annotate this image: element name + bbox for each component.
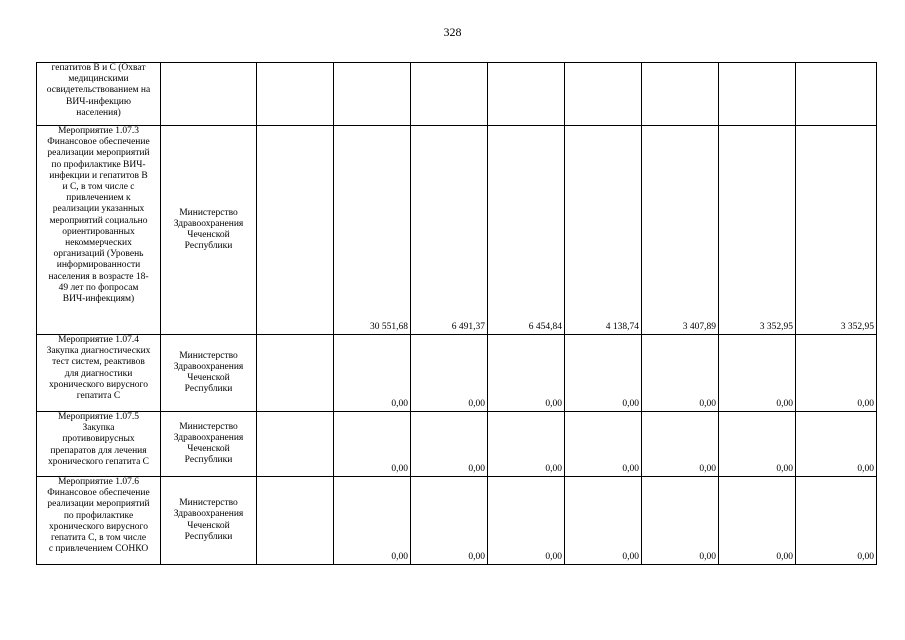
table-row — [37, 126, 877, 335]
measure-cell: Мероприятие 1.07.3 Финансовое обеспечение реализации мероприятий по профилактике ВИЧ- инфекции и гепатитов В и С, в том числе с привлечением к реализации указанных мероприятий социально ориентированных некоммерческих организаций (Уровень информированности населения в возрасте 18- 49 лет по фопросам ВИЧ-инфекциям) — [37, 126, 161, 335]
table-row — [37, 63, 877, 126]
measure-cell: Мероприятие 1.07.4 Закупка диагностических тест систем, реактивов для диагностики хронического вирусного гепатита С — [37, 335, 161, 412]
table-row — [37, 412, 877, 477]
value-cell: 0,00 — [411, 477, 488, 565]
value-cell: 4 138,74 — [565, 126, 642, 335]
value-cell — [796, 63, 877, 126]
organization-cell: Министерство Здравоохранения Чеченской Республики — [161, 412, 257, 477]
value-cell: 6 454,84 — [488, 126, 565, 335]
budget-table — [36, 62, 877, 565]
empty-cell — [257, 126, 334, 335]
value-cell: 0,00 — [411, 335, 488, 412]
value-cell: 3 407,89 — [642, 126, 719, 335]
value-cell: 0,00 — [334, 412, 411, 477]
value-cell: 3 352,95 — [796, 126, 877, 335]
value-cell: 0,00 — [796, 412, 877, 477]
empty-cell — [257, 477, 334, 565]
value-cell: 30 551,68 — [334, 126, 411, 335]
empty-cell — [257, 63, 334, 126]
value-cell: 0,00 — [488, 335, 565, 412]
value-cell: 3 352,95 — [719, 126, 796, 335]
value-cell: 0,00 — [642, 335, 719, 412]
value-cell: 0,00 — [796, 477, 877, 565]
table-row — [37, 335, 877, 412]
empty-cell — [257, 335, 334, 412]
measure-cell: гепатитов В и С (Охват медицинскими освидетельствованием на ВИЧ-инфекцию населения) — [37, 63, 161, 126]
organization-cell: Министерство Здравоохранения Чеченской Республики — [161, 335, 257, 412]
value-cell: 0,00 — [565, 477, 642, 565]
measure-cell: Мероприятие 1.07.5 Закупка противовирусных препаратов для лечения хронического гепатита С — [37, 412, 161, 477]
value-cell: 0,00 — [334, 477, 411, 565]
table-row — [37, 477, 877, 565]
value-cell: 0,00 — [642, 412, 719, 477]
value-cell — [565, 63, 642, 126]
organization-cell: Министерство Здравоохранения Чеченской Республики — [161, 477, 257, 565]
value-cell — [488, 63, 565, 126]
value-cell: 0,00 — [565, 335, 642, 412]
value-cell — [719, 63, 796, 126]
value-cell: 0,00 — [796, 335, 877, 412]
value-cell: 0,00 — [719, 335, 796, 412]
value-cell — [642, 63, 719, 126]
value-cell: 0,00 — [719, 477, 796, 565]
value-cell — [411, 63, 488, 126]
value-cell: 0,00 — [488, 412, 565, 477]
organization-cell: Министерство Здравоохранения Чеченской Республики — [161, 126, 257, 335]
empty-cell — [257, 412, 334, 477]
value-cell: 0,00 — [719, 412, 796, 477]
value-cell: 0,00 — [565, 412, 642, 477]
value-cell: 0,00 — [411, 412, 488, 477]
measure-cell: Мероприятие 1.07.6 Финансовое обеспечение реализации мероприятий по профилактике хронического вирусного гепатита С, в том числе с привлечением СОНКО — [37, 477, 161, 565]
value-cell: 0,00 — [642, 477, 719, 565]
page-number: 328 — [443, 25, 462, 39]
value-cell: 6 491,37 — [411, 126, 488, 335]
value-cell: 0,00 — [488, 477, 565, 565]
value-cell — [334, 63, 411, 126]
organization-cell — [161, 63, 257, 126]
value-cell: 0,00 — [334, 335, 411, 412]
